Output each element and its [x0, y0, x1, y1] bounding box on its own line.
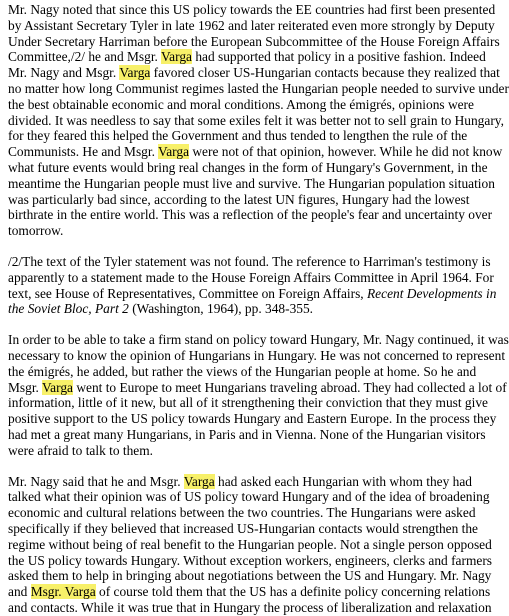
text-line: [8, 270, 496, 286]
text-run: (Washington, 1964), pp. 348-355.: [128, 301, 313, 317]
text-line: [8, 395, 496, 411]
text-line: [8, 489, 496, 505]
text-line: [8, 568, 496, 584]
highlighted-name: Varga: [161, 49, 192, 65]
highlighted-name: Msgr. Varga: [30, 584, 96, 600]
text-run: regime without being of real benefit to the Hungarian people. Not a single person opposed: [8, 536, 492, 552]
text-run: were not of that opinion, however. While he did not know: [189, 144, 503, 160]
text-run: Under Secretary Harriman before the European Subcommittee of the House Foreign Affairs: [8, 33, 500, 49]
text-run: information, little of it new, but all of it strengthening their conviction that they must give: [8, 395, 488, 411]
text-line: [8, 65, 500, 81]
text-run: the émigrés, he added, but rather the views of the Hungarian people at home. So he and: [8, 363, 477, 379]
paragraph: [8, 474, 496, 616]
text-run: positive support to the US policy towards Hungary and Eastern Europe. In the process they: [8, 411, 497, 427]
text-line: [8, 505, 496, 521]
text-line: [8, 332, 509, 348]
text-run: and contacts. While it was true that in Hungary the process of liberalization and relaxation: [8, 599, 492, 615]
text-run: had met a great many Hungarians, in Paris and in Vienna. None of the Hungarian visitors: [8, 426, 486, 442]
text-run: asked them to help in bringing about negotiations between the US and Hungary. Mr. Nagy: [8, 568, 492, 584]
text-line: [8, 600, 496, 616]
text-line: [8, 2, 496, 18]
paragraph: [8, 332, 509, 458]
text-line: [8, 301, 496, 317]
text-run: Mr. Nagy and Msgr.: [8, 65, 120, 81]
text-line: [8, 347, 506, 364]
text-run: /2/The text of the Tyler statement was not found. The reference to Harriman's testimony is: [8, 253, 491, 269]
paragraph: [8, 254, 496, 317]
text-line: [8, 160, 496, 176]
text-line: [8, 112, 504, 129]
text-run: had supported that policy in a positive fashion. Indeed: [191, 49, 486, 65]
text-run: went to Europe to meet Hungarians traveling abroad. They had collected a lot of: [72, 379, 507, 395]
text-run: Communists. He and Msgr.: [8, 144, 159, 160]
text-run: what future events would bring real changes in the form of Hungary's Government, in the: [8, 159, 488, 175]
text-run: Mr. Nagy noted that since this US policy towards the EE countries had first been presented: [8, 2, 496, 17]
highlighted-name: Varga: [158, 144, 190, 160]
text-line: [8, 33, 500, 50]
text-run: meantime the Hungarian people must live and survive. The Hungarian population situation: [8, 175, 495, 191]
text-line: [8, 18, 496, 34]
italic-title: Recent Developments in: [367, 285, 497, 301]
text-run: Msgr.: [8, 379, 42, 395]
text-run: In order to be able to take a firm stand on policy toward Hungary, Mr. Nagy continued, it was: [8, 332, 509, 348]
text-run: talked what their opinion was of US policy toward Hungary and of the idea of broadening: [8, 489, 490, 505]
text-line: [8, 97, 496, 113]
text-run: divided. It was needless to say that some exiles felt it was better not to sell grain to Hungary,: [8, 112, 504, 128]
text-run: and: [8, 584, 31, 600]
text-line: [8, 379, 507, 396]
text-line: [8, 411, 496, 427]
text-run: economic and cultural relations between the two countries. The Hungarians were asked: [8, 505, 476, 521]
text-line: [8, 521, 496, 537]
text-run: Mr. Nagy said that he and Msgr.: [8, 473, 184, 489]
text-run: text, see House of Representatives, Committee on Foreign Affairs,: [8, 285, 367, 301]
paragraph: [8, 2, 509, 239]
highlighted-name: Varga: [119, 65, 151, 81]
text-run: was particularly bad since, according to the latest UN figures, Hungary had the lowest: [8, 191, 470, 207]
text-line: [8, 207, 496, 223]
text-line: [8, 254, 496, 270]
text-run: tomorrow.: [8, 223, 64, 239]
text-run: the US policy towards Hungary. Without exception workers, engineers, clerks and farmers: [8, 552, 492, 568]
text-run: of course told them that the US has a definite policy concerning relations: [95, 584, 491, 600]
text-run: favored closer US-Hungarian contacts because they realized that: [150, 65, 500, 81]
text-run: birthrate in the entire world. This was a reflection of the people's fear and uncertainty over: [8, 207, 493, 223]
text-run: Committee,/2/ he and Msgr.: [8, 49, 161, 65]
text-line: [8, 128, 496, 144]
text-run: apparently to a statement made to the House Foreign Affairs Committee in April 1964. For: [8, 269, 494, 285]
italic-title: the Soviet Bloc, Part 2: [8, 301, 129, 317]
text-line: [8, 584, 496, 600]
text-line: [8, 80, 509, 97]
text-line: [8, 192, 496, 208]
text-run: for they feared this helped the Government and thus tended to lengthen the rule of the: [8, 128, 468, 144]
text-run: necessary to know the opinion of Hungarians in Hungary. He was not concerned to represent: [8, 347, 506, 363]
text-run: the best obtainable economic and moral conditions. Among the émigrés, opinions were: [8, 96, 474, 112]
text-line: [8, 474, 496, 490]
text-line: [8, 537, 496, 553]
text-line: [8, 49, 496, 65]
text-run: specifically if they believed that increased US-Hungarian contacts would strengthen the: [8, 520, 478, 536]
text-line: [8, 553, 496, 569]
text-line: [8, 427, 496, 443]
text-run: no matter how long Communist regimes lasted the Hungarian people needed to survive under: [8, 80, 509, 96]
text-run: were afraid to talk to them.: [8, 442, 154, 458]
highlighted-name: Varga: [183, 473, 215, 489]
text-line: [8, 144, 503, 160]
text-line: [8, 443, 496, 459]
text-line: [8, 364, 496, 380]
text-line: [8, 176, 496, 192]
highlighted-name: Varga: [42, 379, 73, 395]
text-run: had asked each Hungarian with whom they had: [214, 473, 472, 489]
text-run: by Assistant Secretary Tyler in late 1962 and later reiterated even more strongly by Deputy: [8, 17, 495, 33]
text-line: [8, 286, 496, 302]
text-line: [8, 223, 496, 239]
